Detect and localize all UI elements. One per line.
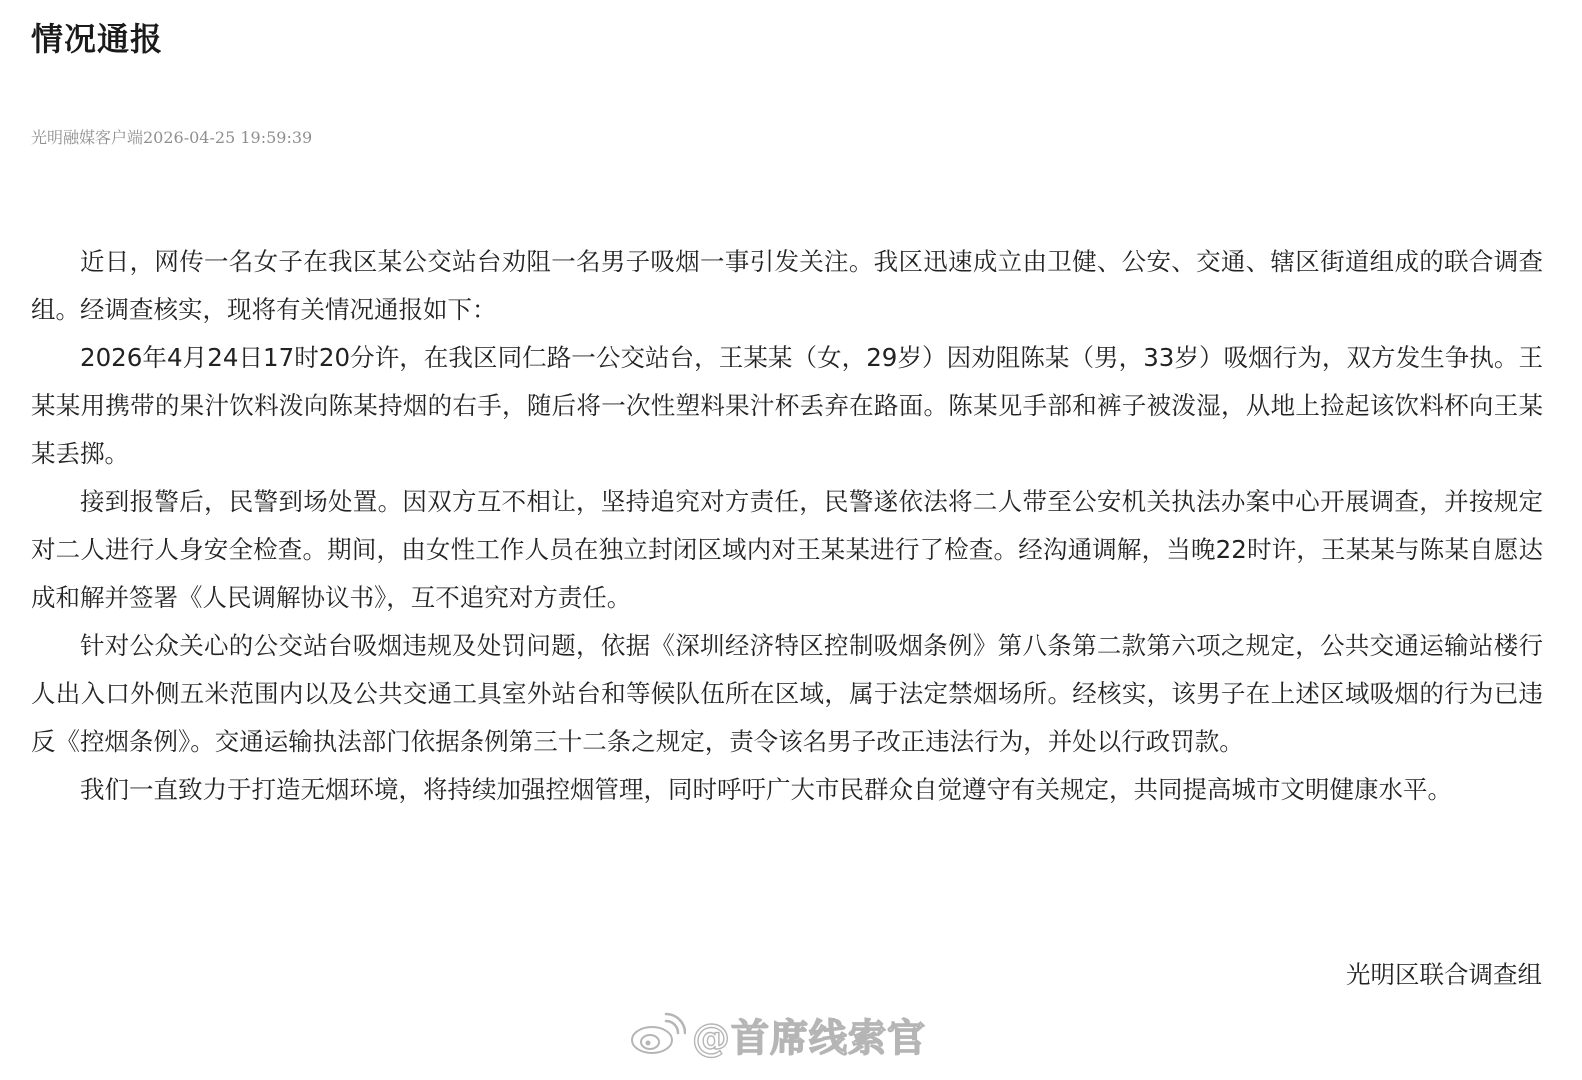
signature: 光明区联合调查组 bbox=[1346, 960, 1542, 989]
article-body bbox=[31, 238, 1543, 814]
paragraph: 近日，网传一名女子在我区某公交站台劝阻一名男子吸烟一事引发关注。我区迅速成立由卫健、公安、交通、辖区街道组成的联合调查组。经调查核实，现将有关情况通报如下： bbox=[31, 247, 1543, 324]
paragraph: 我们一直致力于打造无烟环境，将持续加强控烟管理，同时呼吁广大市民群众自觉遵守有关规定，共同提高城市文明健康水平。 bbox=[80, 775, 1452, 804]
paragraph: 接到报警后，民警到场处置。因双方互不相让，坚持追究对方责任，民警遂依法将二人带至公安机关执法办案中心开展调查，并按规定对二人进行人身安全检查。期间，由女性工作人员在独立封闭区域内对王某某进行了检查。经沟通调解，当晚22时许，王某某与陈某自愿达成和解并签署《人民调解协议书》，互不追究对方责任。 bbox=[31, 487, 1543, 612]
source-timestamp: 光明融媒客户端2026-04-25 19:59:39 bbox=[31, 128, 313, 147]
weibo-logo-icon bbox=[628, 1011, 686, 1057]
paragraph: 针对公众关心的公交站台吸烟违规及处罚问题，依据《深圳经济特区控制吸烟条例》第八条第二款第六项之规定，公共交通运输站楼行人出入口外侧五米范围内以及公共交通工具室外站台和等候队伍所在区域，属于法定禁烟场所。经核实，该男子在上述区域吸烟的行为已违反《控烟条例》。交通运输执法部门依据条例第三十二条之规定，责令该名男子改正违法行为，并处以行政罚款。 bbox=[31, 631, 1543, 756]
page-title: 情况通报 bbox=[31, 20, 164, 58]
watermark bbox=[628, 1008, 926, 1060]
watermark-text: @首席线索官 bbox=[692, 1015, 927, 1060]
paragraph: 2026年4月24日17时20分许，在我区同仁路一公交站台，王某某（女，29岁）因劝阻陈某（男，33岁）吸烟行为，双方发生争执。王某某用携带的果汁饮料泼向陈某持烟的右手，随后将一次性塑料果汁杯丢弃在路面。陈某见手部和裤子被泼湿，从地上捡起该饮料杯向王某某丢掷。 bbox=[31, 343, 1543, 468]
